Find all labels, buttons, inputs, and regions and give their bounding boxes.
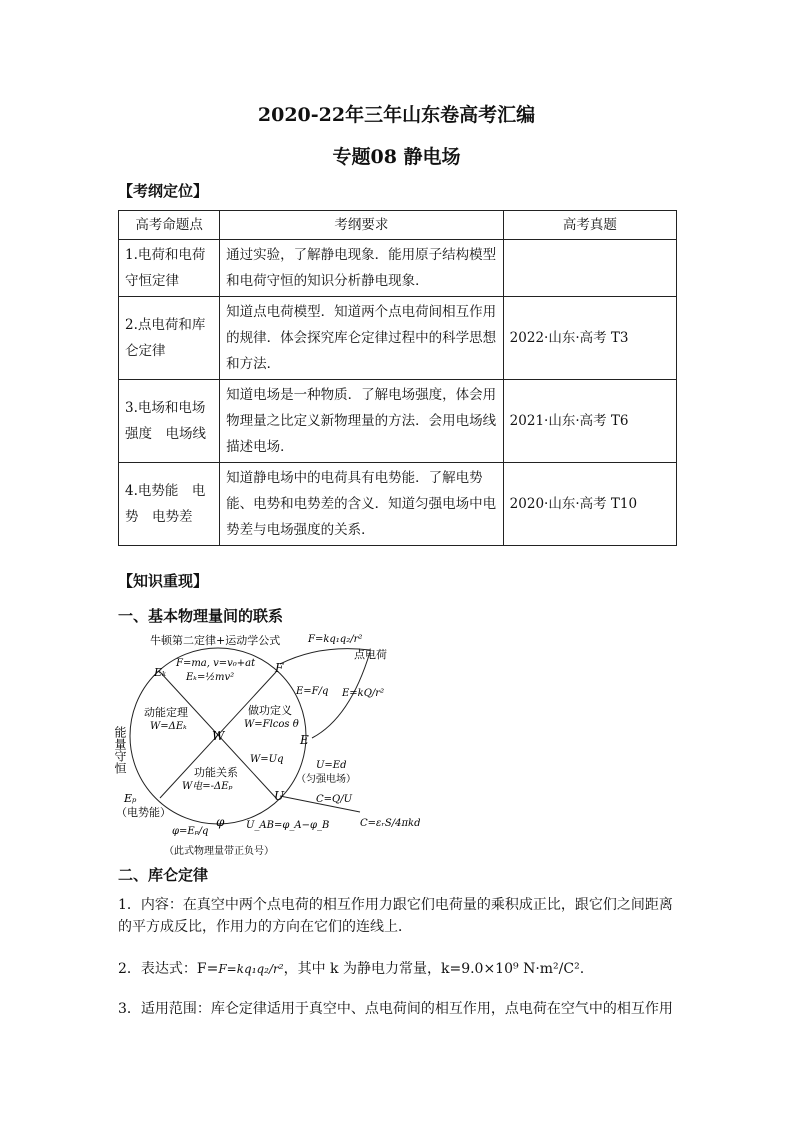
section-coulomb: 二、库仑定律 — [118, 866, 209, 884]
document-title: 2020-22年三年山东卷高考汇编 — [257, 104, 536, 126]
outline-heading: 【考纲定位】 — [118, 182, 209, 200]
formula-work: W=Flcos θ — [244, 719, 299, 730]
node-e: E — [300, 733, 309, 747]
formula-e-def: E=F/q — [296, 686, 329, 697]
node-f: F — [275, 661, 284, 675]
label-uniform-field: （匀强电场） — [296, 774, 356, 785]
label-kinetic-theorem: 动能定理 — [144, 706, 188, 719]
node-u: U — [274, 789, 285, 803]
formula-w-uq: W=Uq — [250, 754, 284, 765]
header-topic: 高考命题点 — [119, 211, 220, 240]
row-exam: 2021·山东·高考 T6 — [503, 380, 676, 463]
row-exam — [503, 240, 676, 297]
table-row — [119, 240, 677, 297]
row-exam: 2020·山东·高考 T10 — [503, 463, 676, 546]
diagram-note: （此式物理量带正负号） — [164, 846, 274, 857]
row-exam: 2022·山东·高考 T3 — [503, 297, 676, 380]
formula-newton: F=ma, v=v₀+at — [176, 658, 256, 669]
paragraph-expression — [118, 958, 680, 980]
row-requirement: 知道静电场中的电荷具有电势能．了解电势能、电势和电势差的含义．知道匀强电场中电势差与电场强度的关系． — [220, 463, 504, 546]
expression-suffix: ，其中 k 为静电力常量，k=9.0×10⁹ N·m²/C². — [283, 961, 585, 977]
paragraph-scope: 3．适用范围：库仑定律适用于真空中、点电荷间的相互作用，点电荷在空气中的相互作用 — [118, 1001, 673, 1017]
formula-func: W电=-ΔEₚ — [182, 781, 233, 792]
node-w: W — [212, 729, 225, 743]
formula-ek: Eₖ=½mv² — [186, 672, 235, 683]
label-func-relation: 功能关系 — [194, 766, 238, 779]
row-requirement: 知道电场是一种物质．了解电场强度，体会用物理量之比定义新物理量的方法．会用电场线描述电场． — [220, 380, 504, 463]
node-phi: φ — [216, 815, 225, 829]
paragraph-content: 1．内容：在真空中两个点电荷的相互作用力跟它们电荷量的乘积成正比，跟它们之间距离的平方成反比，作用力的方向在它们的连线上． — [118, 897, 673, 935]
formula-c-plate: C=εᵣS/4πkd — [360, 818, 420, 829]
top-label: 牛顿第二定律+运动学公式 — [150, 634, 281, 647]
header-requirement: 考纲要求 — [220, 211, 504, 240]
formula-e-point: E=kQ/r² — [342, 688, 385, 699]
formula-kinetic: W=ΔEₖ — [150, 721, 187, 732]
formula-ued: U=Ed — [316, 760, 347, 771]
row-requirement: 知道点电荷模型．知道两个点电荷间相互作用的规律．体会探究库仑定律过程中的科学思想和方法． — [220, 297, 504, 380]
table-row — [119, 297, 677, 380]
row-topic: 3.电场和电场强度 电场线 — [119, 380, 220, 463]
label-energy-conservation: 能量守恒 — [113, 726, 127, 774]
row-topic: 4.电势能 电势 电势差 — [119, 463, 220, 546]
formula-coulomb: F=kq₁q₂/r² — [308, 634, 363, 645]
section-relations: 一、基本物理量间的联系 — [118, 607, 284, 625]
physics-relation-diagram — [110, 628, 420, 860]
table-header-row — [119, 211, 677, 240]
label-work-def: 做功定义 — [248, 704, 292, 717]
formula-cqu: C=Q/U — [316, 794, 353, 805]
expression-formula: F=kq₁q₂/r² — [218, 962, 284, 976]
knowledge-heading: 【知识重现】 — [118, 572, 209, 590]
formula-phi-def: φ=Eₚ/q — [172, 826, 209, 837]
row-topic: 1.电荷和电荷守恒定律 — [119, 240, 220, 297]
header-exam: 高考真题 — [503, 211, 676, 240]
node-ep: Eₚ — [124, 792, 137, 805]
formula-uab: U_AB=φ_A−φ_B — [246, 820, 330, 831]
table-row — [119, 463, 677, 546]
label-point-charge: 点电荷 — [354, 648, 387, 661]
row-requirement: 通过实验，了解静电现象．能用原子结构模型和电荷守恒的知识分析静电现象． — [220, 240, 504, 297]
document-subtitle: 专题08 静电场 — [332, 146, 461, 168]
expression-prefix: 2．表达式：F= — [118, 961, 219, 977]
table-row — [119, 380, 677, 463]
row-topic: 2.点电荷和库仑定律 — [119, 297, 220, 380]
outline-table — [118, 210, 677, 546]
label-potential-energy: （电势能） — [116, 806, 171, 819]
node-ek: Eₖ — [154, 666, 167, 679]
